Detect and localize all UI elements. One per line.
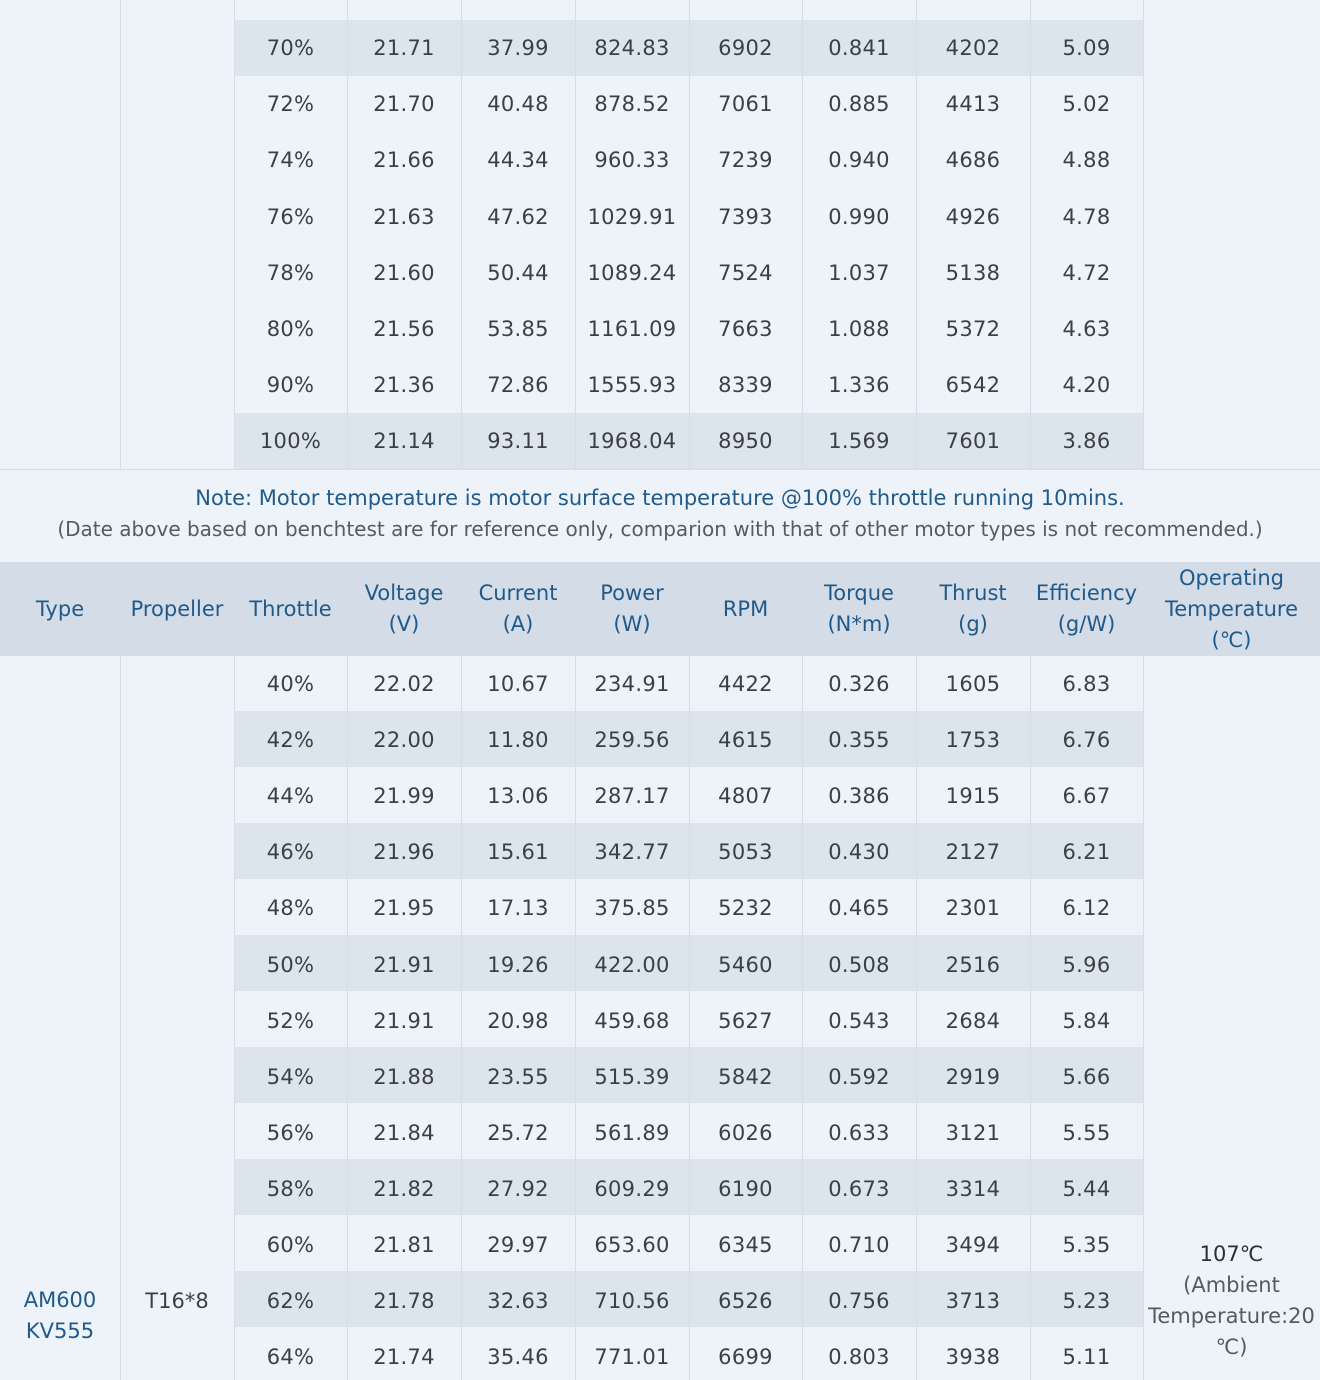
rpm-cell: 7239 xyxy=(718,148,773,173)
throttle-cell: 72% xyxy=(266,92,315,117)
header-torque-unit: (N*m) xyxy=(827,612,891,636)
power-cell: 960.33 xyxy=(594,148,670,173)
torque-cell: 0.841 xyxy=(828,36,890,60)
current-cell: 72.86 xyxy=(487,373,549,398)
voltage-cell: 21.84 xyxy=(373,1120,435,1145)
header-temperature-unit: (℃) xyxy=(1211,627,1252,652)
propeller-cell xyxy=(120,1271,234,1331)
thrust-cell: 3314 xyxy=(945,1176,1001,1201)
torque-cell: 0.990 xyxy=(828,204,890,229)
thrust-cell: 5138 xyxy=(945,260,1001,285)
power-cell: 375.85 xyxy=(594,896,670,921)
throttle-cell: 64% xyxy=(266,1345,315,1370)
thrust-cell: 4686 xyxy=(945,148,1001,173)
voltage-cell: 21.14 xyxy=(373,429,435,454)
header-temperature-line2: Temperature xyxy=(1164,596,1299,621)
torque-cell: 0.885 xyxy=(828,92,890,117)
efficiency-cell: 5.35 xyxy=(1062,1233,1111,1257)
efficiency-cell: 5.84 xyxy=(1062,1008,1111,1033)
column-divider xyxy=(120,0,121,470)
power-cell: 1089.24 xyxy=(587,260,677,285)
thrust-cell: 3494 xyxy=(945,1233,1001,1257)
voltage-cell: 21.60 xyxy=(373,260,435,285)
current-cell: 32.63 xyxy=(487,1289,549,1314)
throttle-cell: 44% xyxy=(266,784,315,809)
efficiency-cell: 4.78 xyxy=(1062,204,1111,229)
current-cell: 50.44 xyxy=(487,260,549,285)
throttle-cell: 80% xyxy=(266,317,315,341)
throttle-cell: 90% xyxy=(266,373,315,398)
power-cell: 653.60 xyxy=(594,1233,670,1257)
rpm-cell: 7393 xyxy=(718,204,773,229)
voltage-cell: 21.88 xyxy=(373,1064,435,1089)
motor-type-line2: KV555 xyxy=(25,1319,95,1343)
torque-cell: 1.088 xyxy=(828,317,890,341)
power-cell: 259.56 xyxy=(594,728,670,753)
power-cell: 1555.93 xyxy=(587,373,677,398)
throttle-cell: 52% xyxy=(266,1008,315,1033)
rpm-cell: 6190 xyxy=(718,1176,773,1201)
rpm-cell: 6345 xyxy=(718,1233,773,1257)
throttle-cell: 76% xyxy=(266,204,315,229)
power-cell: 459.68 xyxy=(594,1008,670,1033)
header-temperature-line1: Operating xyxy=(1179,565,1284,590)
header-efficiency xyxy=(1030,562,1143,656)
throttle-cell: 74% xyxy=(266,148,315,173)
thrust-cell: 2301 xyxy=(945,896,1001,921)
torque-cell: 0.465 xyxy=(828,896,890,921)
torque-cell: 0.940 xyxy=(828,148,890,173)
thrust-cell: 1915 xyxy=(945,784,1001,809)
torque-cell: 0.673 xyxy=(828,1176,890,1201)
header-current-label: Current xyxy=(478,581,558,605)
current-cell: 19.26 xyxy=(487,952,549,977)
header-thrust-unit: (g) xyxy=(958,612,988,636)
torque-cell: 1.569 xyxy=(828,429,890,454)
thrust-cell: 4413 xyxy=(945,92,1001,117)
temperature-note-line2: Temperature:20 xyxy=(1148,1304,1315,1328)
voltage-cell: 21.99 xyxy=(373,784,435,809)
temperature-cell xyxy=(1143,1239,1320,1363)
throttle-cell: 60% xyxy=(266,1233,315,1257)
torque-cell: 0.756 xyxy=(828,1289,890,1314)
efficiency-cell: 6.83 xyxy=(1062,672,1111,696)
power-cell: 1161.09 xyxy=(587,317,677,341)
voltage-cell: 21.63 xyxy=(373,204,435,229)
rpm-cell: 4422 xyxy=(718,672,773,696)
rpm-cell: 4807 xyxy=(718,784,773,809)
voltage-cell: 21.91 xyxy=(373,952,435,977)
thrust-cell: 4926 xyxy=(945,204,1001,229)
voltage-cell: 21.81 xyxy=(373,1233,435,1257)
torque-cell: 0.592 xyxy=(828,1064,890,1089)
header-torque xyxy=(802,562,916,656)
column-divider xyxy=(1143,0,1144,470)
efficiency-cell: 4.72 xyxy=(1062,260,1111,285)
temperature-value: 107℃ xyxy=(1199,1242,1264,1266)
rpm-cell: 6026 xyxy=(718,1120,773,1145)
torque-cell: 1.336 xyxy=(828,373,890,398)
efficiency-cell: 4.20 xyxy=(1062,373,1111,398)
current-cell: 10.67 xyxy=(487,672,549,696)
throttle-cell: 54% xyxy=(266,1064,315,1089)
power-cell: 824.83 xyxy=(594,36,670,60)
rpm-cell: 8339 xyxy=(718,373,773,398)
rpm-cell: 5627 xyxy=(718,1008,773,1033)
thrust-cell: 3938 xyxy=(945,1345,1001,1370)
power-cell: 287.17 xyxy=(594,784,670,809)
header-torque-label: Torque xyxy=(824,581,894,605)
efficiency-cell: 6.21 xyxy=(1062,840,1111,865)
torque-cell: 0.355 xyxy=(828,728,890,753)
throttle-cell: 42% xyxy=(266,728,315,753)
current-cell: 17.13 xyxy=(487,896,549,921)
thrust-cell: 3121 xyxy=(945,1120,1001,1145)
efficiency-cell: 5.02 xyxy=(1062,92,1111,117)
bottom-table xyxy=(0,656,1320,1380)
power-cell: 561.89 xyxy=(594,1120,670,1145)
power-cell: 1029.91 xyxy=(587,204,677,229)
power-cell: 609.29 xyxy=(594,1176,670,1201)
header-temperature xyxy=(1143,562,1320,656)
rpm-cell: 5053 xyxy=(718,840,773,865)
header-power-unit: (W) xyxy=(613,612,651,636)
header-propeller xyxy=(120,562,234,656)
thrust-cell: 2516 xyxy=(945,952,1001,977)
rpm-cell: 5232 xyxy=(718,896,773,921)
power-cell: 771.01 xyxy=(594,1345,670,1370)
header-thrust xyxy=(916,562,1030,656)
header-voltage-label: Voltage xyxy=(364,581,444,605)
power-cell: 422.00 xyxy=(594,952,670,977)
header-propeller-label: Propeller xyxy=(130,596,224,621)
torque-cell: 0.508 xyxy=(828,952,890,977)
rpm-cell: 5460 xyxy=(718,952,773,977)
rpm-cell: 6526 xyxy=(718,1289,773,1314)
header-current xyxy=(461,562,575,656)
voltage-cell: 21.36 xyxy=(373,373,435,398)
motor-type-cell xyxy=(0,1271,120,1361)
torque-cell: 0.633 xyxy=(828,1120,890,1145)
voltage-cell: 21.82 xyxy=(373,1176,435,1201)
rpm-cell: 7061 xyxy=(718,92,773,117)
propeller-value: T16*8 xyxy=(145,1288,209,1313)
throttle-cell: 40% xyxy=(266,672,315,696)
current-cell: 11.80 xyxy=(487,728,549,753)
current-cell: 27.92 xyxy=(487,1176,549,1201)
header-current-unit: (A) xyxy=(502,612,534,636)
current-cell: 35.46 xyxy=(487,1345,549,1370)
temperature-note-line1: (Ambient xyxy=(1183,1273,1280,1297)
efficiency-cell: 6.12 xyxy=(1062,896,1111,921)
throttle-cell: 48% xyxy=(266,896,315,921)
voltage-cell: 22.00 xyxy=(373,728,435,753)
thrust-cell: 4202 xyxy=(945,36,1001,60)
torque-cell: 1.037 xyxy=(828,260,890,285)
power-cell: 1968.04 xyxy=(587,429,677,454)
header-throttle xyxy=(234,562,347,656)
efficiency-cell: 6.67 xyxy=(1062,784,1111,809)
efficiency-cell: 6.76 xyxy=(1062,728,1111,753)
efficiency-cell: 5.55 xyxy=(1062,1120,1111,1145)
power-cell: 515.39 xyxy=(594,1064,670,1089)
current-cell: 44.34 xyxy=(487,148,549,173)
current-cell: 20.98 xyxy=(487,1008,549,1033)
throttle-cell: 50% xyxy=(266,952,315,977)
header-type-label: Type xyxy=(35,596,85,621)
voltage-cell: 21.95 xyxy=(373,896,435,921)
power-cell: 710.56 xyxy=(594,1289,670,1314)
thrust-cell: 5372 xyxy=(945,317,1001,341)
header-rpm xyxy=(689,562,802,656)
rpm-cell: 5842 xyxy=(718,1064,773,1089)
power-cell: 878.52 xyxy=(594,92,670,117)
current-cell: 40.48 xyxy=(487,92,549,117)
voltage-cell: 21.78 xyxy=(373,1289,435,1314)
torque-cell: 0.543 xyxy=(828,1008,890,1033)
rpm-cell: 8950 xyxy=(718,429,773,454)
header-efficiency-unit: (g/W) xyxy=(1057,612,1116,636)
thrust-cell: 6542 xyxy=(945,373,1001,398)
voltage-cell: 21.71 xyxy=(373,36,435,60)
note-temperature: Note: Motor temperature is motor surface temperature @100% throttle running 10mins. xyxy=(195,486,1125,510)
header-voltage xyxy=(347,562,461,656)
voltage-cell: 21.74 xyxy=(373,1345,435,1370)
thrust-cell: 2684 xyxy=(945,1008,1001,1033)
rpm-cell: 7524 xyxy=(718,260,773,285)
thrust-cell: 2127 xyxy=(945,840,1001,865)
efficiency-cell: 3.86 xyxy=(1062,429,1111,454)
rpm-cell: 4615 xyxy=(718,728,773,753)
voltage-cell: 21.66 xyxy=(373,148,435,173)
current-cell: 23.55 xyxy=(487,1064,549,1089)
note-disclaimer: (Date above based on benchtest are for reference only, comparion with that of other motor types is not recommended.) xyxy=(57,517,1263,541)
rpm-cell: 6902 xyxy=(718,36,773,60)
throttle-cell: 100% xyxy=(259,429,322,454)
header-thrust-label: Thrust xyxy=(939,581,1007,605)
throttle-cell: 62% xyxy=(266,1289,315,1314)
efficiency-cell: 5.96 xyxy=(1062,952,1111,977)
throttle-cell: 56% xyxy=(266,1120,315,1145)
efficiency-cell: 5.66 xyxy=(1062,1064,1111,1089)
header-voltage-unit: (V) xyxy=(388,612,420,636)
header-power xyxy=(575,562,689,656)
motor-type-line1: AM600 xyxy=(23,1288,97,1312)
current-cell: 13.06 xyxy=(487,784,549,809)
throttle-cell: 70% xyxy=(266,36,315,60)
current-cell: 53.85 xyxy=(487,317,549,341)
torque-cell: 0.803 xyxy=(828,1345,890,1370)
voltage-cell: 21.91 xyxy=(373,1008,435,1033)
thrust-cell: 7601 xyxy=(945,429,1001,454)
efficiency-cell: 4.63 xyxy=(1062,317,1111,341)
voltage-cell: 22.02 xyxy=(373,672,435,696)
current-cell: 47.62 xyxy=(487,204,549,229)
header-power-label: Power xyxy=(600,581,664,605)
torque-cell: 0.386 xyxy=(828,784,890,809)
thrust-cell: 1605 xyxy=(945,672,1001,696)
torque-cell: 0.326 xyxy=(828,672,890,696)
throttle-cell: 78% xyxy=(266,260,315,285)
current-cell: 25.72 xyxy=(487,1120,549,1145)
top-table xyxy=(0,0,1320,470)
current-cell: 29.97 xyxy=(487,1233,549,1257)
voltage-cell: 21.70 xyxy=(373,92,435,117)
rpm-cell: 7663 xyxy=(718,317,773,341)
efficiency-cell: 5.23 xyxy=(1062,1289,1111,1314)
current-cell: 93.11 xyxy=(487,429,549,454)
throttle-cell: 58% xyxy=(266,1176,315,1201)
efficiency-cell: 5.44 xyxy=(1062,1176,1111,1201)
temperature-note-line3: ℃) xyxy=(1215,1335,1248,1359)
header-rpm-label: RPM xyxy=(722,596,769,621)
voltage-cell: 21.96 xyxy=(373,840,435,865)
efficiency-cell: 4.88 xyxy=(1062,148,1111,173)
divider xyxy=(0,469,1320,470)
power-cell: 234.91 xyxy=(594,672,670,696)
header-throttle-label: Throttle xyxy=(249,596,332,621)
rpm-cell: 6699 xyxy=(718,1345,773,1370)
header-type xyxy=(0,562,120,656)
throttle-cell: 46% xyxy=(266,840,315,865)
efficiency-cell: 5.11 xyxy=(1062,1345,1111,1370)
voltage-cell: 21.56 xyxy=(373,317,435,341)
efficiency-cell: 5.09 xyxy=(1062,36,1111,60)
thrust-cell: 3713 xyxy=(945,1289,1001,1314)
current-cell: 15.61 xyxy=(487,840,549,865)
thrust-cell: 1753 xyxy=(945,728,1001,753)
thrust-cell: 2919 xyxy=(945,1064,1001,1089)
torque-cell: 0.710 xyxy=(828,1233,890,1257)
torque-cell: 0.430 xyxy=(828,840,890,865)
header-efficiency-label: Efficiency xyxy=(1035,581,1138,605)
current-cell: 37.99 xyxy=(487,36,549,60)
power-cell: 342.77 xyxy=(594,840,670,865)
